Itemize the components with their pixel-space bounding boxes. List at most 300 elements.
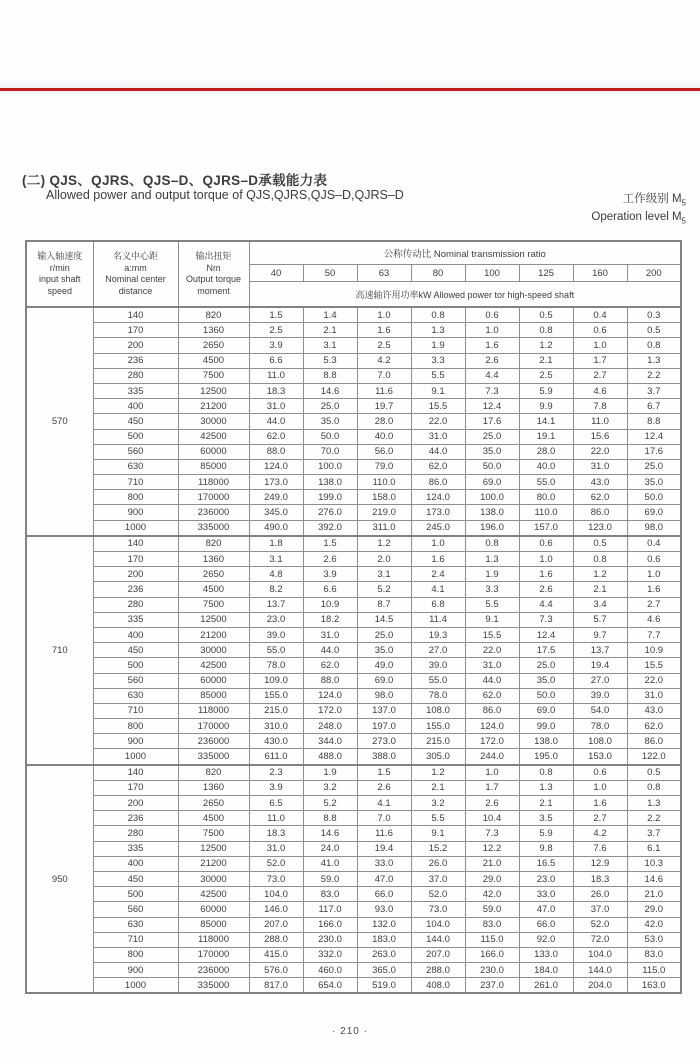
table-cell: 44.0 (411, 444, 465, 459)
table-cell: 0.4 (573, 307, 627, 323)
table-cell: 1.0 (573, 780, 627, 795)
table-cell: 166.0 (465, 947, 519, 962)
table-cell: 5.2 (357, 582, 411, 597)
speed-cell-950: 950 (26, 765, 93, 994)
table-cell: 3.2 (411, 796, 465, 811)
table-cell: 31.0 (411, 429, 465, 444)
table-cell: 138.0 (465, 505, 519, 520)
table-cell: 2.3 (249, 765, 303, 781)
table-cell: 365.0 (357, 963, 411, 978)
table-cell: 132.0 (357, 917, 411, 932)
table-cell: 0.5 (627, 323, 681, 338)
table-cell: 31.0 (249, 841, 303, 856)
table-cell: 710 (93, 932, 178, 947)
table-cell: 1000 (93, 520, 178, 536)
table-cell: 400 (93, 627, 178, 642)
table-cell: 19.4 (357, 841, 411, 856)
table-cell: 1.7 (573, 353, 627, 368)
table-cell: 335000 (178, 978, 249, 994)
table-cell: 108.0 (573, 734, 627, 749)
operation-level-cn: 工作级别 $M_5$ (622, 193, 686, 208)
table-cell: 9.1 (411, 826, 465, 841)
table-cell: 153.0 (573, 749, 627, 765)
table-cell: 11.6 (357, 826, 411, 841)
table-cell: 0.5 (627, 765, 681, 781)
table-cell: 69.0 (357, 673, 411, 688)
table-cell: 56.0 (357, 444, 411, 459)
table-row (26, 612, 681, 627)
table-cell: 25.0 (465, 429, 519, 444)
table-cell: 12500 (178, 383, 249, 398)
table-cell: 117.0 (303, 902, 357, 917)
table-cell: 28.0 (519, 444, 573, 459)
table-cell: 22.0 (411, 414, 465, 429)
table-cell: 310.0 (249, 719, 303, 734)
header-shade-band (0, 78, 700, 88)
table-cell: 26.0 (573, 887, 627, 902)
table-cell: 1.0 (573, 338, 627, 353)
table-cell: 8.8 (627, 414, 681, 429)
table-cell: 173.0 (411, 505, 465, 520)
table-cell: 900 (93, 963, 178, 978)
table-cell: 1.3 (411, 323, 465, 338)
table-cell: 35.0 (465, 444, 519, 459)
table-cell: 78.0 (411, 688, 465, 703)
table-cell: 5.5 (411, 811, 465, 826)
table-cell: 12500 (178, 612, 249, 627)
table-cell: 104.0 (573, 947, 627, 962)
table-row (26, 811, 681, 826)
table-cell: 430.0 (249, 734, 303, 749)
table-cell: 5.5 (465, 597, 519, 612)
table-cell: 1.8 (249, 536, 303, 552)
table-cell: 10.9 (627, 643, 681, 658)
table-row (26, 383, 681, 398)
table-cell: 2.1 (519, 353, 573, 368)
table-cell: 15.6 (573, 429, 627, 444)
table-cell: 73.0 (249, 871, 303, 886)
table-cell: 1360 (178, 552, 249, 567)
table-cell: 500 (93, 658, 178, 673)
table-cell: 344.0 (303, 734, 357, 749)
table-cell: 12.4 (465, 399, 519, 414)
table-cell: 237.0 (465, 978, 519, 994)
table-cell: 22.0 (465, 643, 519, 658)
table-cell: 236 (93, 582, 178, 597)
table-cell: 900 (93, 505, 178, 520)
table-cell: 11.6 (357, 383, 411, 398)
table-cell: 5.2 (303, 796, 357, 811)
table-cell: 17.5 (519, 643, 573, 658)
table-row (26, 932, 681, 947)
table-cell: 4.4 (519, 597, 573, 612)
table-cell: 1.0 (519, 552, 573, 567)
table-cell: 0.6 (519, 536, 573, 552)
header-ratio-160: 160 (573, 265, 627, 282)
header-ratio-80: 80 (411, 265, 465, 282)
table-row (26, 734, 681, 749)
table-cell: 31.0 (627, 688, 681, 703)
table-row (26, 552, 681, 567)
table-cell: 79.0 (357, 459, 411, 474)
table-cell: 2.7 (573, 811, 627, 826)
table-cell: 25.0 (519, 658, 573, 673)
table-cell: 83.0 (627, 947, 681, 962)
table-cell: 1.0 (357, 307, 411, 323)
table-cell: 23.0 (519, 871, 573, 886)
table-row (26, 688, 681, 703)
table-cell: 1.3 (519, 780, 573, 795)
table-cell: 55.0 (519, 475, 573, 490)
table-cell: 42.0 (627, 917, 681, 932)
table-cell: 1360 (178, 323, 249, 338)
table-cell: 109.0 (249, 673, 303, 688)
table-cell: 110.0 (357, 475, 411, 490)
table-cell: 230.0 (303, 932, 357, 947)
table-cell: 2.5 (357, 338, 411, 353)
table-cell: 104.0 (249, 887, 303, 902)
table-cell: 273.0 (357, 734, 411, 749)
table-cell: 5.3 (303, 353, 357, 368)
table-cell: 98.0 (627, 520, 681, 536)
header-ratio-200: 200 (627, 265, 681, 282)
table-cell: 30000 (178, 643, 249, 658)
table-cell: 2650 (178, 796, 249, 811)
table-cell: 14.6 (627, 871, 681, 886)
table-cell: 118000 (178, 932, 249, 947)
table-cell: 450 (93, 871, 178, 886)
table-cell: 276.0 (303, 505, 357, 520)
table-cell: 18.3 (573, 871, 627, 886)
table-cell: 1.2 (357, 536, 411, 552)
table-cell: 60000 (178, 444, 249, 459)
capacity-table-wrap (25, 240, 680, 994)
table-cell: 630 (93, 459, 178, 474)
table-cell: 62.0 (627, 719, 681, 734)
table-cell: 26.0 (411, 856, 465, 871)
table-cell: 27.0 (411, 643, 465, 658)
table-cell: 173.0 (249, 475, 303, 490)
table-cell: 85000 (178, 917, 249, 932)
table-cell: 630 (93, 917, 178, 932)
table-cell: 86.0 (627, 734, 681, 749)
table-cell: 86.0 (411, 475, 465, 490)
table-cell: 62.0 (411, 459, 465, 474)
table-row (26, 444, 681, 459)
table-cell: 1.9 (465, 567, 519, 582)
table-cell: 21.0 (627, 887, 681, 902)
header-transmission-ratio-group: 公称传动比 Nominal transmission ratio (249, 241, 681, 265)
table-cell: 7.7 (627, 627, 681, 642)
table-cell: 50.0 (519, 688, 573, 703)
table-cell: 62.0 (249, 429, 303, 444)
table-cell: 450 (93, 643, 178, 658)
table-cell: 1.2 (573, 567, 627, 582)
table-cell: 12.9 (573, 856, 627, 871)
table-cell: 11.0 (249, 811, 303, 826)
table-cell: 800 (93, 947, 178, 962)
table-cell: 40.0 (357, 429, 411, 444)
table-cell: 22.0 (627, 673, 681, 688)
table-cell: 9.1 (465, 612, 519, 627)
table-cell: 72.0 (573, 932, 627, 947)
table-cell: 17.6 (465, 414, 519, 429)
table-cell: 24.0 (303, 841, 357, 856)
section-title-en: Allowed power and output torque of QJS,QJRS,QJS–D,QJRS–D (46, 188, 404, 202)
table-cell: 560 (93, 902, 178, 917)
table-cell: 78.0 (573, 719, 627, 734)
table-cell: 31.0 (303, 627, 357, 642)
table-cell: 140 (93, 307, 178, 323)
table-cell: 560 (93, 673, 178, 688)
table-row (26, 567, 681, 582)
table-cell: 611.0 (249, 749, 303, 765)
table-cell: 199.0 (303, 490, 357, 505)
table-cell: 0.8 (519, 765, 573, 781)
table-cell: 14.1 (519, 414, 573, 429)
table-cell: 7.3 (519, 612, 573, 627)
table-row (26, 597, 681, 612)
table-cell: 5.9 (519, 826, 573, 841)
table-cell: 33.0 (519, 887, 573, 902)
table-cell: 31.0 (249, 399, 303, 414)
table-cell: 488.0 (303, 749, 357, 765)
table-cell: 12.4 (519, 627, 573, 642)
table-cell: 335 (93, 612, 178, 627)
table-cell: 27.0 (573, 673, 627, 688)
table-cell: 37.0 (573, 902, 627, 917)
table-cell: 28.0 (357, 414, 411, 429)
table-cell: 122.0 (627, 749, 681, 765)
table-cell: 104.0 (411, 917, 465, 932)
table-cell: 249.0 (249, 490, 303, 505)
table-cell: 288.0 (411, 963, 465, 978)
table-cell: 4.6 (573, 383, 627, 398)
table-cell: 2.6 (303, 552, 357, 567)
table-row (26, 582, 681, 597)
table-cell: 400 (93, 399, 178, 414)
table-cell: 4500 (178, 811, 249, 826)
table-cell: 110.0 (519, 505, 573, 520)
table-cell: 3.9 (249, 780, 303, 795)
table-cell: 12.2 (465, 841, 519, 856)
table-cell: 236 (93, 353, 178, 368)
table-cell: 245.0 (411, 520, 465, 536)
table-cell: 219.0 (357, 505, 411, 520)
table-cell: 335000 (178, 749, 249, 765)
table-cell: 42500 (178, 429, 249, 444)
table-cell: 0.6 (573, 765, 627, 781)
table-cell: 42500 (178, 887, 249, 902)
table-cell: 1.0 (627, 567, 681, 582)
table-cell: 80.0 (519, 490, 573, 505)
table-cell: 0.3 (627, 307, 681, 323)
table-cell: 10.3 (627, 856, 681, 871)
table-cell: 4.4 (465, 368, 519, 383)
table-cell: 8.8 (303, 368, 357, 383)
table-cell: 30000 (178, 871, 249, 886)
table-cell: 62.0 (303, 658, 357, 673)
table-cell: 39.0 (573, 688, 627, 703)
table-cell: 183.0 (357, 932, 411, 947)
table-cell: 1.0 (465, 765, 519, 781)
table-cell: 0.5 (519, 307, 573, 323)
table-cell: 124.0 (465, 719, 519, 734)
table-row (26, 780, 681, 795)
table-cell: 123.0 (573, 520, 627, 536)
table-cell: 207.0 (411, 947, 465, 962)
table-cell: 4.2 (573, 826, 627, 841)
table-cell: 50.0 (303, 429, 357, 444)
table-cell: 0.8 (465, 536, 519, 552)
table-cell: 140 (93, 536, 178, 552)
table-cell: 490.0 (249, 520, 303, 536)
table-cell: 2.7 (627, 597, 681, 612)
table-cell: 2.6 (519, 582, 573, 597)
table-cell: 115.0 (465, 932, 519, 947)
table-cell: 85000 (178, 688, 249, 703)
table-cell: 6.8 (411, 597, 465, 612)
table-cell: 1.0 (465, 323, 519, 338)
table-cell: 200 (93, 796, 178, 811)
table-cell: 230.0 (465, 963, 519, 978)
table-cell: 236000 (178, 734, 249, 749)
table-cell: 1360 (178, 780, 249, 795)
table-cell: 19.3 (411, 627, 465, 642)
table-cell: 4500 (178, 353, 249, 368)
table-cell: 50.0 (465, 459, 519, 474)
table-cell: 21.0 (465, 856, 519, 871)
table-cell: 33.0 (357, 856, 411, 871)
table-row (26, 749, 681, 765)
table-cell: 10.9 (303, 597, 357, 612)
table-cell: 800 (93, 490, 178, 505)
table-cell: 55.0 (249, 643, 303, 658)
table-cell: 12.4 (627, 429, 681, 444)
header-input-shaft-speed: 输入轴速度 r/min input shaft speed (26, 241, 93, 307)
table-cell: 2.2 (627, 368, 681, 383)
table-cell: 236000 (178, 505, 249, 520)
table-cell: 8.2 (249, 582, 303, 597)
table-cell: 0.8 (519, 323, 573, 338)
table-cell: 7.6 (573, 841, 627, 856)
table-cell: 215.0 (411, 734, 465, 749)
table-cell: 9.7 (573, 627, 627, 642)
table-cell: 21200 (178, 399, 249, 414)
table-cell: 2.5 (249, 323, 303, 338)
table-cell: 710 (93, 703, 178, 718)
table-cell: 1.5 (249, 307, 303, 323)
table-cell: 7500 (178, 368, 249, 383)
table-row (26, 658, 681, 673)
table-cell: 305.0 (411, 749, 465, 765)
table-cell: 2.2 (627, 811, 681, 826)
table-row (26, 719, 681, 734)
table-cell: 31.0 (465, 658, 519, 673)
table-row (26, 826, 681, 841)
table-cell: 17.6 (627, 444, 681, 459)
table-cell: 13.7 (573, 643, 627, 658)
table-cell: 44.0 (249, 414, 303, 429)
operation-level-en: Operation level $M_5$ (591, 211, 686, 226)
table-cell: 144.0 (411, 932, 465, 947)
table-cell: 280 (93, 597, 178, 612)
table-cell: 8.8 (303, 811, 357, 826)
table-cell: 2.1 (303, 323, 357, 338)
table-cell: 6.6 (249, 353, 303, 368)
table-cell: 92.0 (519, 932, 573, 947)
table-cell: 140 (93, 765, 178, 781)
table-cell: 415.0 (249, 947, 303, 962)
table-cell: 215.0 (249, 703, 303, 718)
table-cell: 35.0 (627, 475, 681, 490)
table-row (26, 841, 681, 856)
table-cell: 25.0 (627, 459, 681, 474)
table-cell: 43.0 (573, 475, 627, 490)
table-cell: 7500 (178, 597, 249, 612)
header-ratio-100: 100 (465, 265, 519, 282)
table-cell: 0.8 (627, 780, 681, 795)
table-cell: 11.0 (573, 414, 627, 429)
table-cell: 83.0 (465, 917, 519, 932)
table-cell: 88.0 (249, 444, 303, 459)
table-cell: 14.5 (357, 612, 411, 627)
table-cell: 3.5 (519, 811, 573, 826)
table-cell: 23.0 (249, 612, 303, 627)
table-cell: 25.0 (357, 627, 411, 642)
table-cell: 311.0 (357, 520, 411, 536)
table-cell: 1.5 (357, 765, 411, 781)
table-row (26, 338, 681, 353)
table-cell: 1.4 (303, 307, 357, 323)
table-row (26, 368, 681, 383)
table-cell: 47.0 (357, 871, 411, 886)
table-cell: 14.6 (303, 383, 357, 398)
table-cell: 7.3 (465, 383, 519, 398)
table-cell: 55.0 (411, 673, 465, 688)
table-cell: 14.6 (303, 826, 357, 841)
table-cell: 12500 (178, 841, 249, 856)
table-cell: 2.1 (573, 582, 627, 597)
table-cell: 146.0 (249, 902, 303, 917)
table-cell: 15.5 (465, 627, 519, 642)
table-cell: 6.6 (303, 582, 357, 597)
table-cell: 60000 (178, 902, 249, 917)
table-row (26, 978, 681, 994)
table-row (26, 307, 681, 323)
table-cell: 817.0 (249, 978, 303, 994)
operation-level-block (591, 192, 686, 229)
table-cell: 100.0 (303, 459, 357, 474)
table-cell: 244.0 (465, 749, 519, 765)
table-cell: 1.5 (303, 536, 357, 552)
table-cell: 163.0 (627, 978, 681, 994)
table-cell: 73.0 (411, 902, 465, 917)
table-cell: 335 (93, 383, 178, 398)
table-cell: 35.0 (357, 643, 411, 658)
table-row (26, 643, 681, 658)
table-row (26, 490, 681, 505)
table-cell: 25.0 (303, 399, 357, 414)
table-cell: 820 (178, 307, 249, 323)
table-cell: 170000 (178, 947, 249, 962)
table-cell: 15.2 (411, 841, 465, 856)
table-row (26, 505, 681, 520)
table-cell: 172.0 (465, 734, 519, 749)
table-cell: 197.0 (357, 719, 411, 734)
table-cell: 7.0 (357, 811, 411, 826)
table-cell: 392.0 (303, 520, 357, 536)
